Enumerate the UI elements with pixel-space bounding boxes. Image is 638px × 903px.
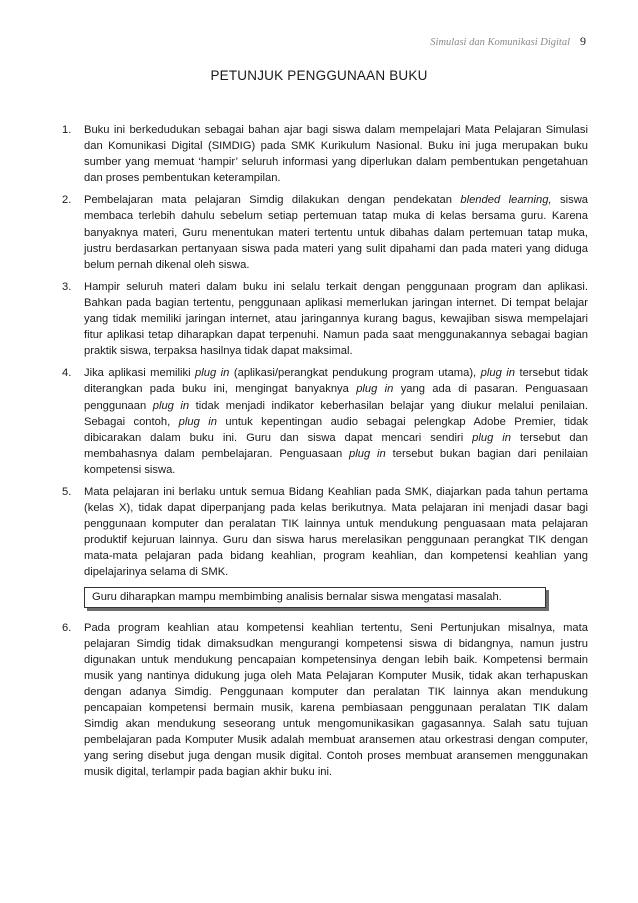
italic-term: plug in	[356, 383, 394, 396]
text-run: tersebut tidak diterangkan pada buku ini, mengingat banyaknya	[84, 367, 588, 396]
item-number: 2.	[62, 194, 72, 207]
italic-term: plug in	[480, 367, 515, 380]
item-text	[84, 620, 588, 781]
text-run: tersebut dan membahasnya dalam pembelajaran. Penguasaan	[84, 431, 589, 460]
page-number: 9	[580, 34, 586, 48]
italic-term: plug in	[152, 399, 190, 412]
item-number: 3.	[62, 280, 72, 293]
item-text	[84, 122, 588, 186]
text-run: Pembelajaran mata pelajaran Simdig dilakukan dengan pendekatan	[84, 194, 461, 207]
note-box: Guru diharapkan mampu membimbing analisis bernalar siswa mengatasi masalah.	[84, 587, 546, 608]
text-run: untuk kepentingan audio sebagai pelengkap Adobe Premier, tidak dibicarakan dalam buku ini. Guru dan siswa dapat mencari sendiri	[84, 415, 588, 444]
list-item-5	[62, 484, 588, 581]
text-run: tidak menjadi indikator keberhasilan belajar yang diukur melalui penilaian. Sebagai contoh,	[84, 399, 589, 428]
item-text	[84, 192, 588, 272]
italic-term: plug in	[472, 431, 511, 444]
italic-term: plug in	[178, 415, 217, 428]
italic-term: blended learning,	[460, 194, 552, 207]
item-text	[84, 279, 588, 359]
list-item-6	[62, 620, 588, 781]
list-item-3	[62, 279, 588, 359]
text-run: Pada program keahlian atau kompetensi keahlian tertentu, Seni Pertunjukan misalnya, mata pelajaran Simdig tidak dimaksudkan mengurangi kompetensi siswa di bidangnya, namun justru digunakan untuk mendukung pencapaian kompetensinya dengan lebih baik. Kompetensi bermain musik yang nantinya didukung juga oleh Mata Pelajaran Komputer Musik, tidak akan terhapuskan dengan adanya Simdig. Penggunaan komputer dan peralatan TIK lainnya akan mendukung pencapaian kompetensi bermain musik, karena pembiasaan penggunaan peralatan TIK dalam Simdig akan mendukung seseorang untuk mengomunikasikan gagasannya. Salah satu tujuan pembelajaran pada Komputer Musik adalah membuat aransemen atau orkestrasi dengan computer, yang sering disebut juga dengan musik digital. Contoh proses membuat aransemen menggunakan musik digital, terlampir pada bagian akhir buku ini.	[84, 621, 588, 779]
page-title: PETUNJUK PENGGUNAAN BUKU	[210, 68, 428, 83]
text-run: Buku ini berkedudukan sebagai bahan ajar bagi siswa dalam mempelajari Mata Pelajaran Simulasi dan Komunikasi Digital (SIMDIG) pada SMK Kurikulum Nasional. Buku ini juga merupakan buku sumber yang memuat ‘hampir’ seluruh informasi yang diperlukan dalam pembentukan pengetahuan dan proses pembentukan keterampilan.	[84, 124, 588, 185]
text-run: siswa membaca terlebih dahulu sebelum setiap pertemuan tatap muka di kelas bersama guru. Karena banyaknya materi, Guru menentukan materi tertentu untuk dibahas dalam pertemuan tatap muka, justru berdasarkan pertanyaan siswa pada materi yang sulit dipahami dan pada materi yang diduga belum pernah dikenal oleh siswa.	[84, 194, 588, 271]
text-run: (aplikasi/perangkat pendukung program utama),	[229, 367, 481, 380]
text-run: Hampir seluruh materi dalam buku ini selalu terkait dengan penggunaan program dan aplikasi. Bahkan pada bagian tertentu, penggunaan aplikasi memerlukan jaringan internet. Di tempat belajar yang tidak memiliki jaringan internet, atau jaringannya kurang bagus, kewajiban siswa mempelajari fitur aplikasi tetap diharapkan dapat terpenuhi. Namun pada saat menggunakannya sebagai bagian praktik siswa, terpaksa hasilnya tidak dapat maksimal.	[84, 280, 588, 358]
running-title: Simulasi dan Komunikasi Digital	[430, 37, 570, 48]
item-number: 4.	[62, 367, 72, 380]
item-number: 6.	[62, 621, 72, 634]
list-item-4	[62, 365, 588, 478]
list-item-1	[62, 122, 588, 186]
text-run: Mata pelajaran ini berlaku untuk semua Bidang Keahlian pada SMK, diajarkan pada tahun pertama (kelas X), tidak dapat diperpanjang pada kelas berikutnya. Mata pelajaran ini menjadi dasar bagi penggunaan komputer dan peralatan TIK lainnya untuk mendukung penguasaan mata pelajaran produktif kejuruan lainnya. Guru dan siswa harus merelasikan penggunaan perangkat TIK dengan mata-mata pelajaran pada bidang keahlian, program keahlian, dan kompetensi keahlian yang dipelajarinya selama di SMK.	[84, 485, 588, 579]
text-run: tersebut bukan bagian dari penilaian kompetensi siswa.	[84, 447, 588, 476]
text-run: yang ada di pasaran. Penguasaan penggunaan	[84, 383, 588, 412]
item-number: 5.	[62, 485, 72, 498]
item-text	[84, 365, 588, 478]
list-item-2	[62, 192, 588, 272]
italic-term: plug in	[349, 447, 386, 460]
note-box-wrapper	[62, 587, 588, 608]
item-text	[84, 484, 588, 581]
instruction-list	[62, 122, 588, 787]
page-header	[430, 34, 586, 49]
text-run: Jika aplikasi memiliki	[84, 367, 196, 380]
italic-term: plug in	[195, 367, 230, 380]
item-number: 1.	[62, 124, 72, 136]
